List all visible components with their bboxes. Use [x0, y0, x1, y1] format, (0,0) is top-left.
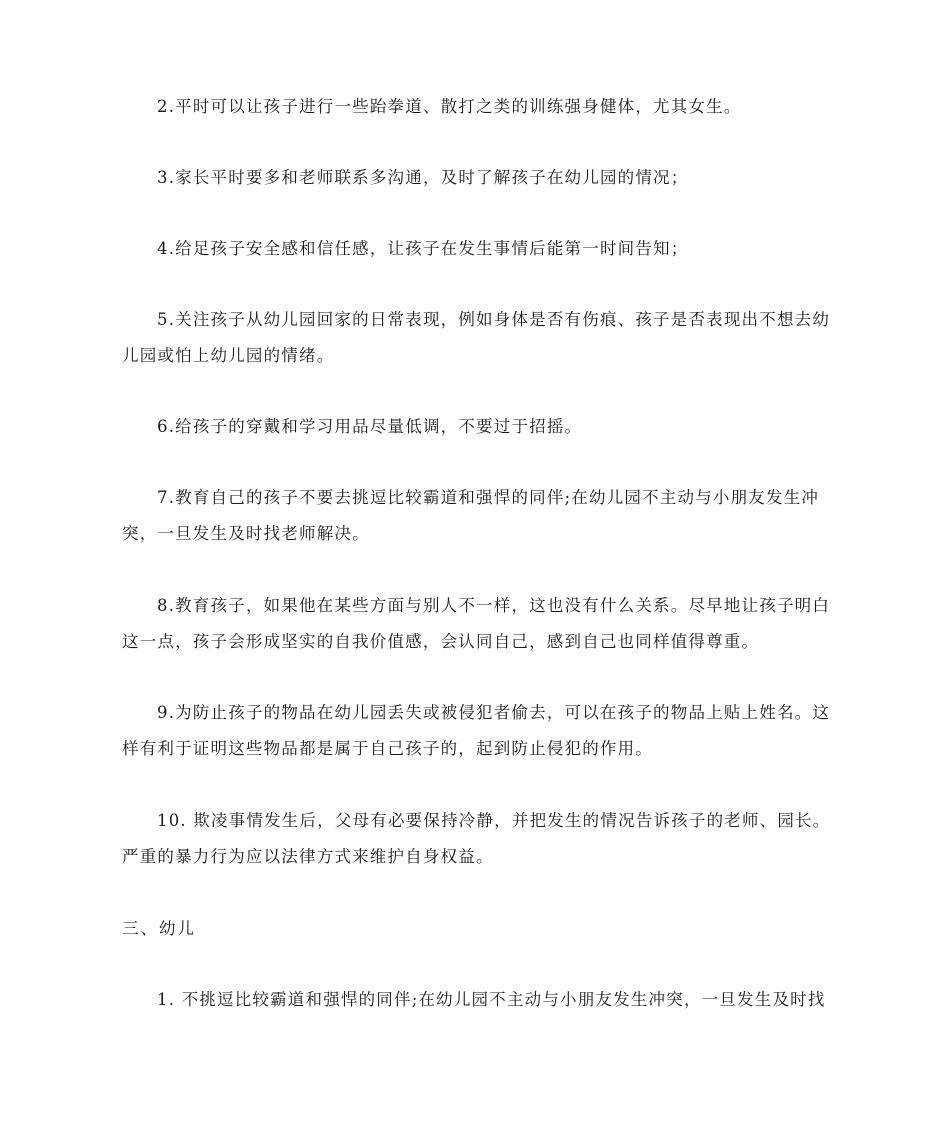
section-paragraph-item-1: 1. 不挑逗比较霸道和强悍的同伴;在幼儿园不主动与小朋友发生冲突，一旦发生及时找: [157, 990, 826, 1009]
paragraph-item-5: 5.关注孩子从幼儿园回家的日常表现，例如身体是否有伤痕、孩子是否表现出不想去幼儿园或怕上幼儿园的情绪。: [122, 310, 831, 365]
paragraph-item-2: 2.平时可以让孩子进行一些跆拳道、散打之类的训练强身健体，尤其女生。: [157, 97, 742, 116]
paragraph-item-10: 10. 欺凌事情发生后，父母有必要保持冷静，并把发生的情况告诉孩子的老师、园长。严重的暴力行为应以法律方式来维护自身权益。: [122, 811, 831, 866]
paragraph-item-9: 9.为防止孩子的物品在幼儿园丢失或被侵犯者偷去，可以在孩子的物品上贴上姓名。这样有利于证明这些物品都是属于自己孩子的，起到防止侵犯的作用。: [122, 703, 831, 758]
section-heading: 三、幼儿: [122, 919, 196, 938]
paragraph-item-3: 3.家长平时要多和老师联系多沟通，及时了解孩子在幼儿园的情况；: [157, 168, 689, 187]
paragraph-item-4: 4.给足孩子安全感和信任感，让孩子在发生事情后能第一时间告知；: [157, 239, 689, 258]
paragraph-item-8: 8.教育孩子，如果他在某些方面与别人不一样，这也没有什么关系。尽早地让孩子明白这一点，孩子会形成坚实的自我价值感，会认同自己，感到自己也同样值得尊重。: [122, 596, 831, 651]
paragraph-item-6: 6.给孩子的穿戴和学习用品尽量低调，不要过于招摇。: [157, 417, 583, 436]
paragraph-item-7: 7.教育自己的孩子不要去挑逗比较霸道和强悍的同伴;在幼儿园不主动与小朋友发生冲突，一旦发生及时找老师解决。: [122, 488, 820, 543]
